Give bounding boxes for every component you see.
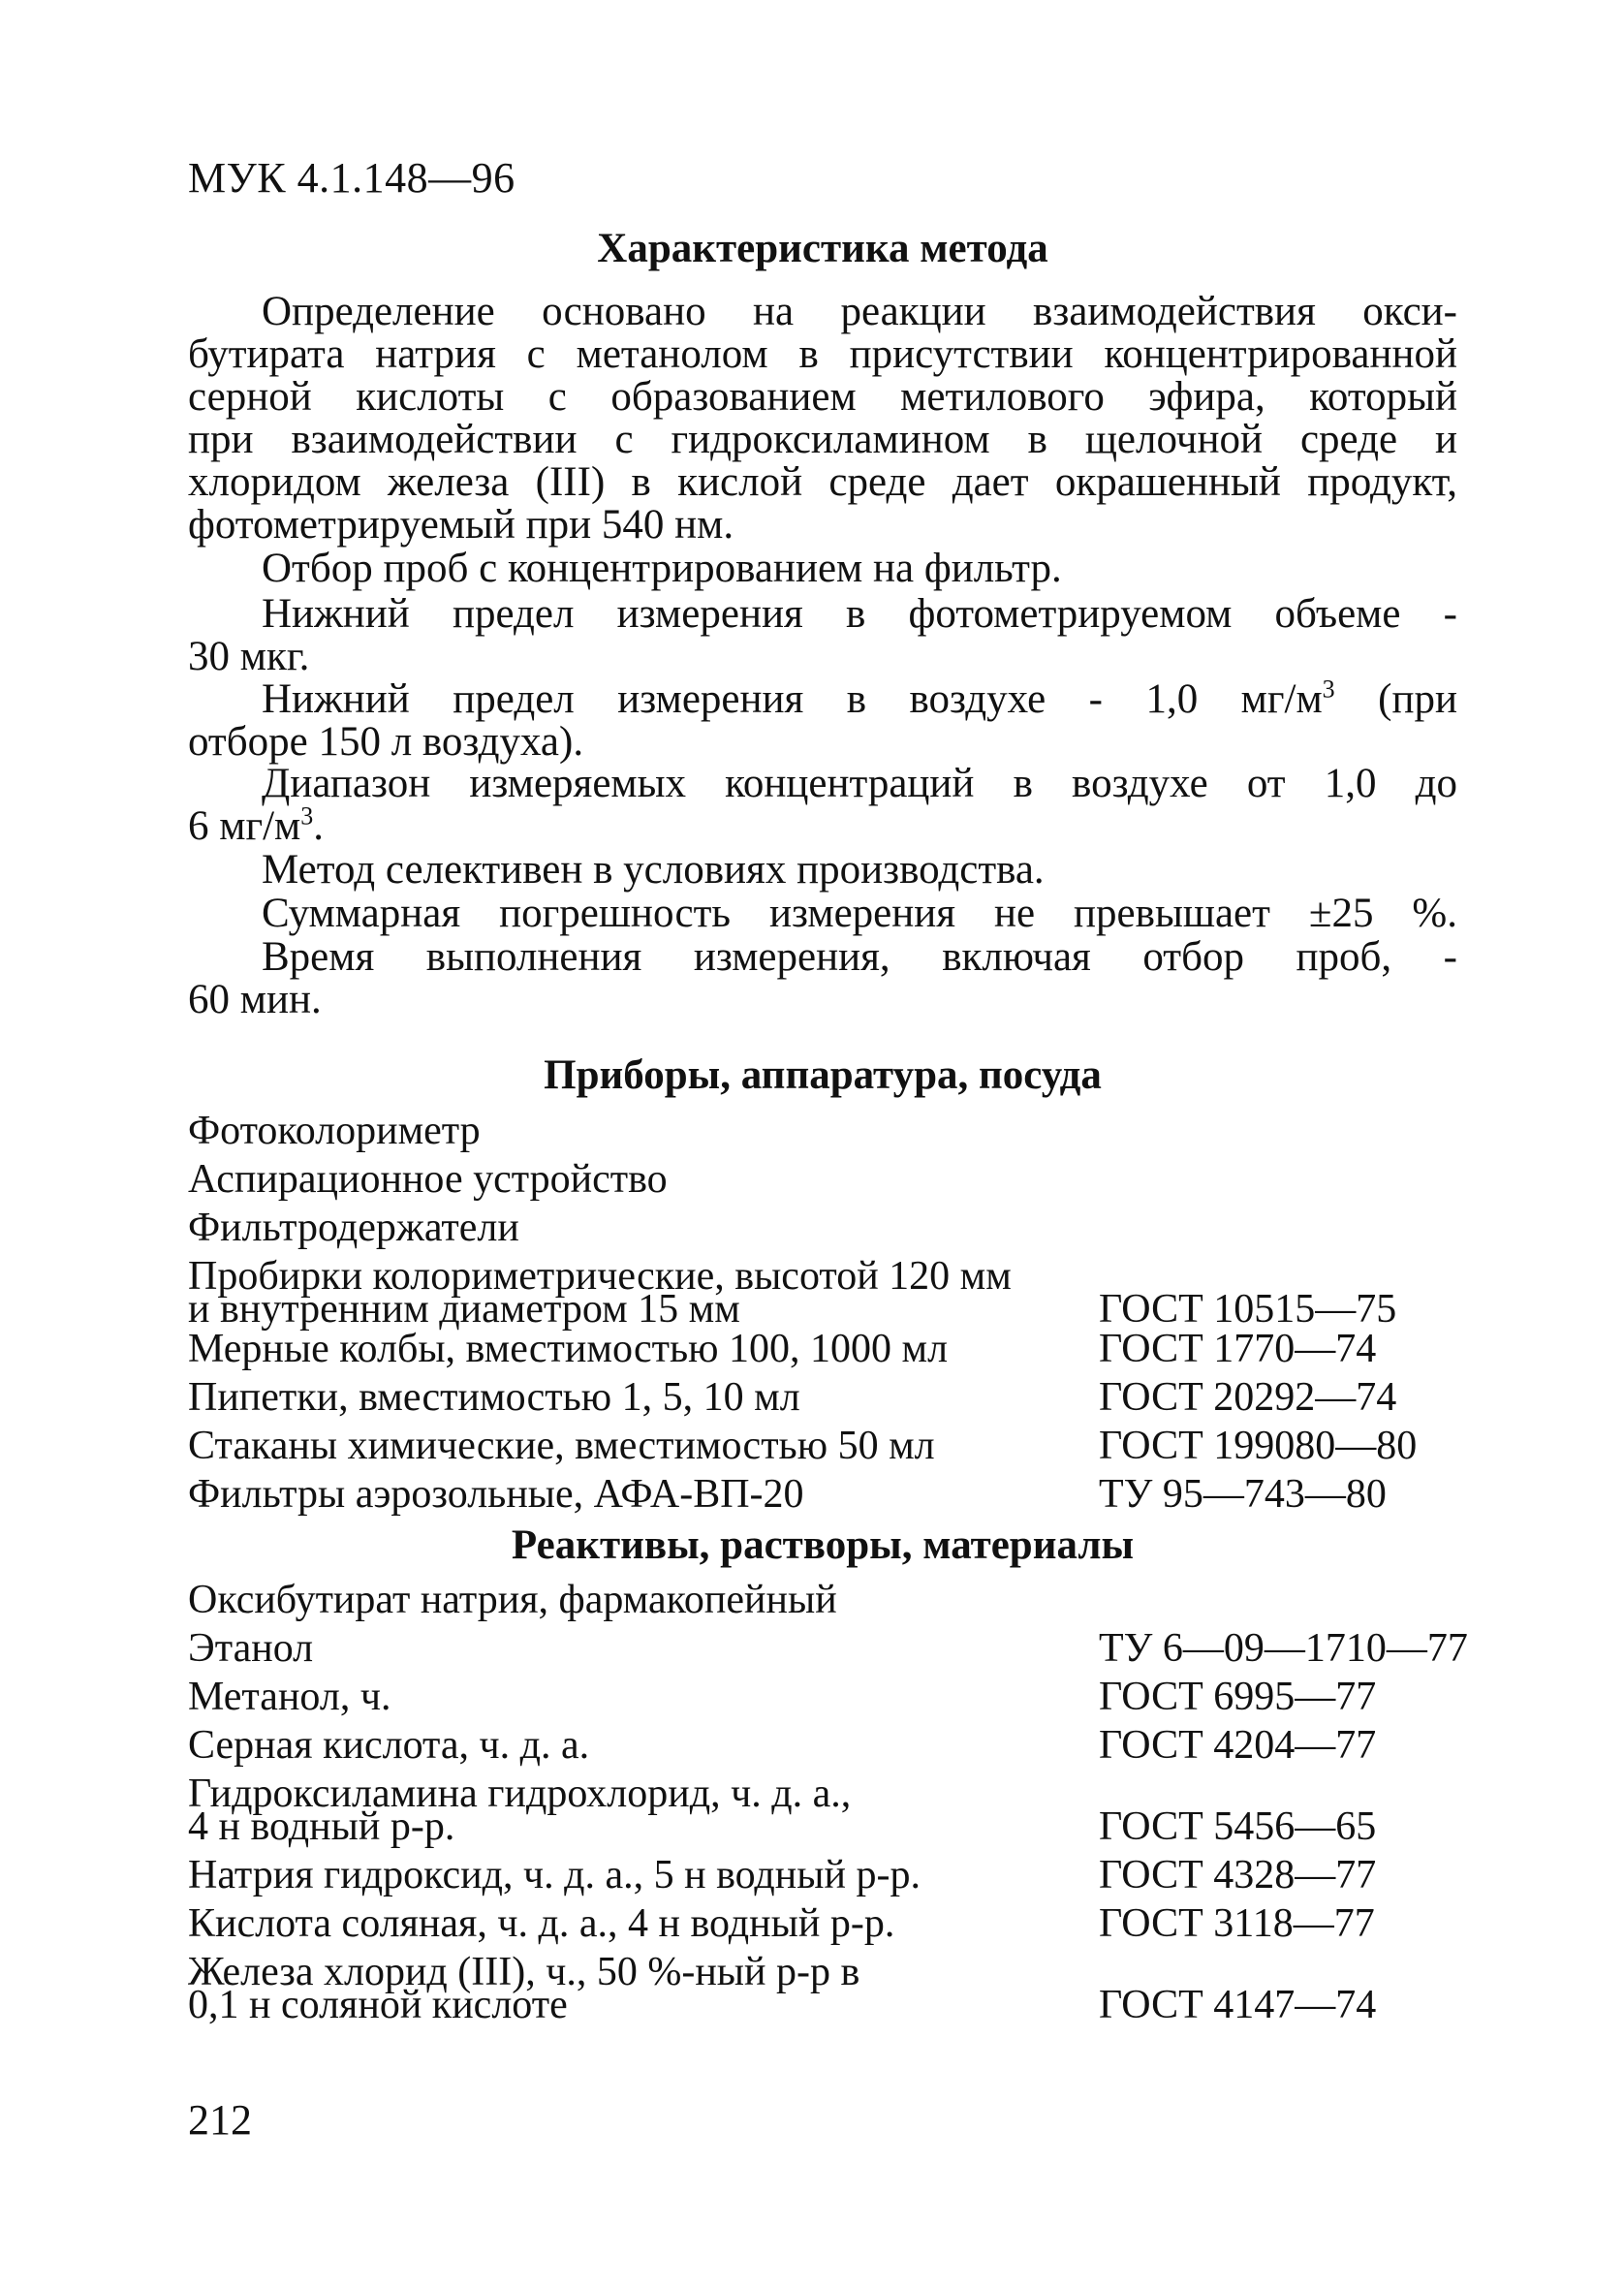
item-name-line: Серная кислота, ч. д. а. <box>188 1723 590 1768</box>
text-line: Суммарная погрешность измерения не превышает ±25 %. <box>262 891 1457 936</box>
text-line: Нижний предел измерения в фотометрируемом объеме - <box>262 591 1457 637</box>
item-name-line: Стаканы химические, вместимостью 50 мл <box>188 1424 935 1468</box>
text-line: фотометрируемый при 540 нм. <box>188 502 734 548</box>
item-standard: ГОСТ 20292—74 <box>1099 1375 1397 1420</box>
item-name <box>188 1772 1089 1849</box>
text-fragment: Нижний предел измерения в воздухе - 1,0 мг/м <box>262 676 1323 722</box>
text-line: 60 мин. <box>188 977 322 1022</box>
item-name-line: Метанол, ч. <box>188 1675 391 1719</box>
text-fragment: 6 мг/м <box>188 803 301 849</box>
item-name <box>188 1626 1089 1671</box>
item-name-line: Фильтры аэрозольные, АФА-ВП-20 <box>188 1472 804 1517</box>
method-paragraph-sampling <box>188 548 1457 590</box>
item-name-line: Фильтродержатели <box>188 1206 519 1250</box>
text-line <box>188 801 1457 849</box>
method-paragraph-selectivity <box>188 849 1457 892</box>
item-name <box>188 1424 1089 1468</box>
text-fragment: . <box>313 803 325 849</box>
text-line: Отбор проб с концентрированием на фильтр. <box>262 546 1062 591</box>
text-line <box>188 674 1457 722</box>
item-name <box>188 1206 1089 1250</box>
item-name <box>188 1901 1089 1946</box>
item-name <box>188 1157 1089 1202</box>
method-paragraph-error <box>188 893 1457 935</box>
superscript: 3 <box>1322 674 1335 704</box>
item-name-line: Мерные колбы, вместимостью 100, 1000 мл <box>188 1327 949 1371</box>
item-standard: ГОСТ 1770—74 <box>1099 1327 1377 1371</box>
item-standard: ГОСТ 199080—80 <box>1099 1424 1418 1468</box>
item-name <box>188 1254 1089 1332</box>
method-paragraph-lower-limit-volume <box>188 593 1457 678</box>
item-standard: ГОСТ 3118—77 <box>1099 1901 1375 1946</box>
text-line: при взаимодействии с гидроксиламином в щелочной среде и <box>188 417 1457 462</box>
item-name-line: 4 н водный р-р. <box>188 1804 455 1849</box>
section-title-equipment: Приборы, аппаратура, посуда <box>544 1052 1102 1098</box>
item-name-line: и внутренним диаметром 15 мм <box>188 1287 740 1332</box>
text-line: 30 мкг. <box>188 634 310 679</box>
item-standard: ТУ 6—09—1710—77 <box>1099 1626 1468 1671</box>
item-name <box>188 1109 1089 1153</box>
item-name <box>188 1578 1089 1622</box>
item-name <box>188 1723 1089 1768</box>
text-line: отборе 150 л воздуха). <box>188 719 584 765</box>
method-paragraph-duration <box>188 936 1457 1021</box>
item-name <box>188 1950 1089 2027</box>
item-name-line: 0,1 н соляной кислоте <box>188 1983 568 2027</box>
item-standard: ГОСТ 5456—65 <box>1099 1804 1377 1849</box>
item-name-line: Пипетки, вместимостью 1, 5, 10 мл <box>188 1375 800 1420</box>
text-line: Диапазон измеряемых концентраций в воздухе от 1,0 до <box>262 761 1457 806</box>
item-name <box>188 1375 1089 1420</box>
item-standard: ГОСТ 6995—77 <box>1099 1675 1377 1719</box>
document-code: МУК 4.1.148—96 <box>188 154 515 202</box>
item-name-line: Гидроксиламина гидрохлорид, ч. д. а., <box>188 1772 852 1816</box>
item-name <box>188 1327 1089 1371</box>
section-title-method: Характеристика метода <box>597 226 1048 271</box>
text-fragment: (при <box>1334 676 1457 722</box>
method-paragraph-range <box>188 763 1457 848</box>
text-line: Время выполнения измерения, включая отбор проб, - <box>262 934 1457 980</box>
method-paragraph-principle <box>188 291 1457 547</box>
item-standard: ГОСТ 4204—77 <box>1099 1723 1377 1768</box>
item-name <box>188 1472 1089 1517</box>
item-standard: ГОСТ 4147—74 <box>1099 1983 1377 2027</box>
section-title-reagents: Реактивы, растворы, материалы <box>511 1522 1135 1568</box>
item-standard: ТУ 95—743—80 <box>1099 1472 1387 1517</box>
item-name-line: Оксибутират натрия, фармакопейный <box>188 1578 837 1622</box>
text-line: Определение основано на реакции взаимодействия окси- <box>262 289 1457 334</box>
item-name-line: Этанол <box>188 1626 314 1671</box>
item-name-line: Натрия гидроксид, ч. д. а., 5 н водный р-р. <box>188 1853 921 1897</box>
superscript: 3 <box>300 801 314 831</box>
text-line: бутирата натрия с метанолом в присутствии концентрированной <box>188 331 1457 377</box>
item-name <box>188 1675 1089 1719</box>
page-number: 212 <box>188 2096 252 2144</box>
text-line: серной кислоты с образованием метилового эфира, который <box>188 374 1457 420</box>
item-name-line: Аспирационное устройство <box>188 1157 668 1202</box>
item-standard: ГОСТ 4328—77 <box>1099 1853 1377 1897</box>
item-name-line: Пробирки колориметрические, высотой 120 мм <box>188 1254 1012 1299</box>
item-name-line: Кислота соляная, ч. д. а., 4 н водный р-р. <box>188 1901 895 1946</box>
item-standard: ГОСТ 10515—75 <box>1099 1287 1397 1332</box>
item-name-line: Фотоколориметр <box>188 1109 481 1153</box>
item-name-line: Железа хлорид (III), ч., 50 %-ный р-р в <box>188 1950 860 1994</box>
item-name <box>188 1853 1089 1897</box>
text-line: Метод селективен в условиях производства. <box>262 847 1045 893</box>
method-paragraph-lower-limit-air <box>188 674 1457 765</box>
text-line: хлоридом железа (III) в кислой среде дает окрашенный продукт, <box>188 459 1457 505</box>
